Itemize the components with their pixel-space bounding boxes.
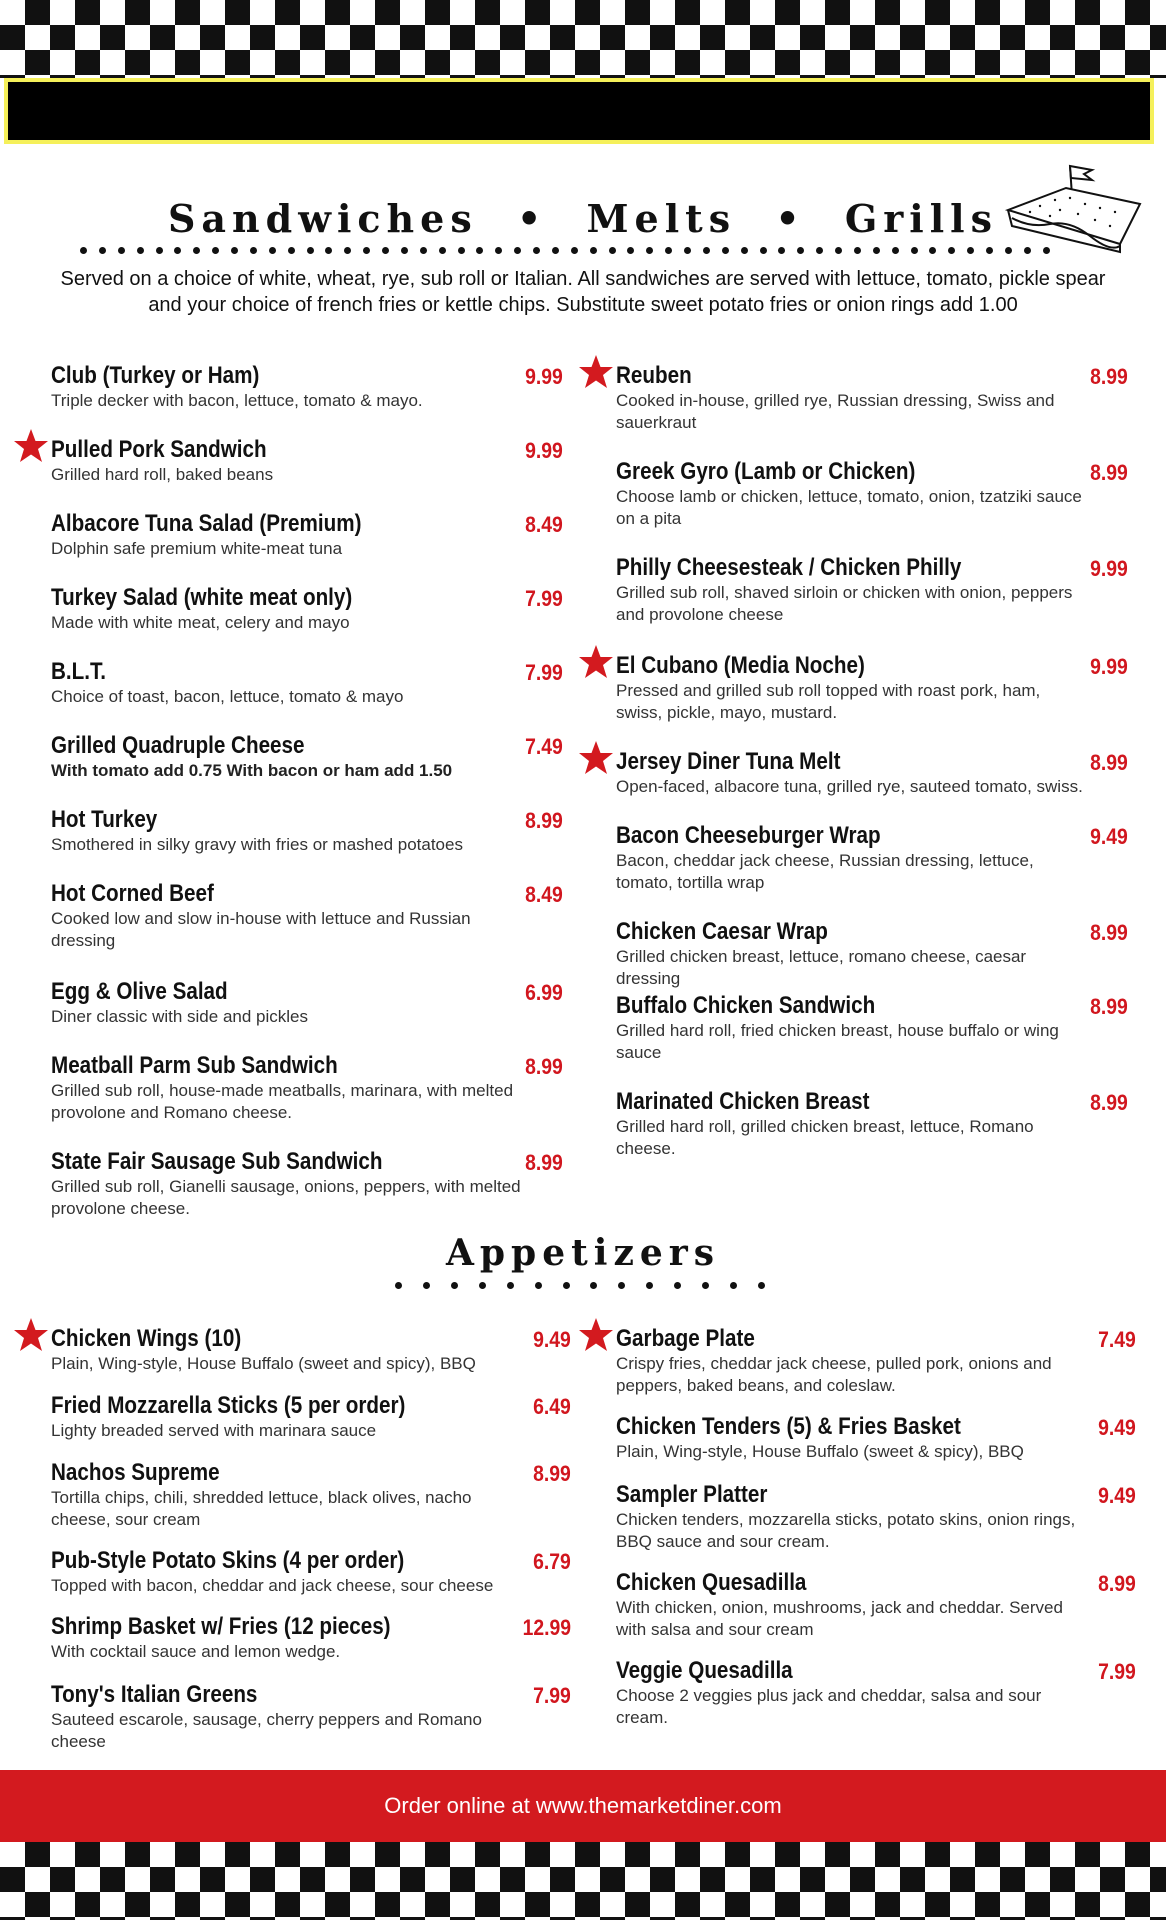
divider-dot <box>451 1282 458 1289</box>
menu-item <box>51 510 563 560</box>
divider-dot <box>835 247 842 254</box>
divider-dot <box>609 247 616 254</box>
menu-item-name: Meatball Parm Sub Sandwich <box>51 1052 338 1079</box>
menu-item-price: 6.49 <box>533 1394 571 1419</box>
menu-item-price: 9.49 <box>1098 1483 1136 1508</box>
divider-dot <box>250 247 257 254</box>
menu-item-description: Plain, Wing-style, House Buffalo (sweet & spicy), BBQ <box>616 1442 1024 1461</box>
menu-item <box>51 1613 571 1663</box>
menu-item <box>51 1681 571 1753</box>
menu-item-description: Grilled hard roll, grilled chicken breast, lettuce, Romano cheese. <box>616 1117 1034 1158</box>
menu-item <box>616 1569 1136 1641</box>
menu-item-price: 6.99 <box>525 980 563 1005</box>
menu-item-price: 8.99 <box>1098 1571 1136 1596</box>
featured-star-icon <box>13 428 49 464</box>
menu-item-price: 9.49 <box>1090 824 1128 849</box>
menu-item-name: Chicken Quesadilla <box>616 1569 807 1596</box>
menu-item-description: Chicken tenders, mozzarella sticks, potato skins, onion rings, BBQ sauce and sour cream. <box>616 1510 1076 1551</box>
menu-item-description: Grilled sub roll, shaved sirloin or chicken with onion, peppers and provolone cheese <box>616 583 1073 624</box>
featured-star-icon <box>578 354 614 390</box>
featured-star-icon <box>578 644 614 680</box>
menu-item-price: 8.99 <box>1090 920 1128 945</box>
menu-item-description: Cooked in-house, grilled rye, Russian dressing, Swiss and sauerkraut <box>616 391 1055 432</box>
menu-item <box>51 1459 571 1531</box>
menu-item-description: Smothered in silky gravy with fries or mashed potatoes <box>51 835 463 854</box>
menu-item <box>51 978 563 1028</box>
menu-item-price: 8.99 <box>1090 994 1128 1019</box>
menu-item <box>616 362 1128 434</box>
menu-item-price: 6.79 <box>533 1549 571 1574</box>
divider-dot <box>674 1282 681 1289</box>
title-banner <box>4 78 1154 144</box>
menu-item-price: 9.49 <box>533 1327 571 1352</box>
menu-item <box>616 1481 1136 1553</box>
menu-item-name: Garbage Plate <box>616 1325 755 1352</box>
menu-item-description: Open-faced, albacore tuna, grilled rye, sauteed tomato, swiss. <box>616 777 1083 796</box>
menu-item-description: Choose lamb or chicken, lettuce, tomato, onion, tzatziki sauce on a pita <box>616 487 1082 528</box>
divider-dot <box>948 247 955 254</box>
menu-item-price: 12.99 <box>522 1615 571 1640</box>
divider-dot <box>533 247 540 254</box>
divider-dot <box>722 247 729 254</box>
divider-dot <box>231 247 238 254</box>
menu-item <box>51 1325 571 1375</box>
divider-dot <box>986 247 993 254</box>
divider-dot <box>118 247 125 254</box>
divider-dot <box>571 247 578 254</box>
menu-item-name: Marinated Chicken Breast <box>616 1088 870 1115</box>
divider-dot <box>911 247 918 254</box>
divider-dot <box>156 247 163 254</box>
divider-dot <box>363 247 370 254</box>
menu-item <box>616 748 1128 798</box>
menu-item-name: Nachos Supreme <box>51 1459 220 1486</box>
menu-item-description: Sauteed escarole, sausage, cherry peppers and Romano cheese <box>51 1710 482 1751</box>
sandwiches-section-title: Sandwiches • Melts • Grills <box>167 196 999 241</box>
divider-dot <box>476 247 483 254</box>
menu-item <box>616 458 1128 530</box>
divider-dot <box>590 1282 597 1289</box>
divider-dot <box>507 1282 514 1289</box>
menu-item-price: 7.49 <box>1098 1327 1136 1352</box>
divider-dot <box>395 1282 402 1289</box>
divider-dot <box>80 247 87 254</box>
menu-item-price: 8.99 <box>525 1150 563 1175</box>
menu-item-price: 9.49 <box>1098 1415 1136 1440</box>
menu-item <box>51 1148 563 1220</box>
divider-dot <box>590 247 597 254</box>
divider-dot <box>174 247 181 254</box>
divider-dot <box>344 247 351 254</box>
divider-dot <box>458 247 465 254</box>
divider-dot <box>423 1282 430 1289</box>
divider-dot <box>702 1282 709 1289</box>
dotted-divider <box>395 1282 765 1289</box>
divider-dot <box>563 1282 570 1289</box>
menu-item <box>51 362 563 412</box>
menu-item <box>51 732 563 782</box>
menu-item-name: Reuben <box>616 362 692 389</box>
menu-item-description: Choice of toast, bacon, lettuce, tomato & mayo <box>51 687 404 706</box>
menu-item <box>51 806 563 856</box>
menu-item-name: B.L.T. <box>51 658 107 685</box>
menu-item <box>616 1657 1136 1729</box>
menu-item-name: Chicken Tenders (5) & Fries Basket <box>616 1413 961 1440</box>
sandwich-intro-text: Served on a choice of white, wheat, rye, sub roll or Italian. All sandwiches are served with lettuce, tomato, pickle spear and your choice of french fries or kettle chips. Substitute sweet potato fries or onion rings add 1.00 <box>60 268 1106 316</box>
divider-dot <box>816 247 823 254</box>
menu-item-description: Grilled chicken breast, lettuce, romano cheese, caesar dressing <box>616 947 1027 988</box>
menu-item-price: 8.99 <box>1090 460 1128 485</box>
menu-item-description: With tomato add 0.75 With bacon or ham add 1.50 <box>51 761 453 780</box>
menu-item-description: Plain, Wing-style, House Buffalo (sweet and spicy), BBQ <box>51 1354 476 1373</box>
menu-item-price: 7.49 <box>525 734 563 759</box>
menu-item-price: 8.99 <box>1090 750 1128 775</box>
divider-dot <box>535 1282 542 1289</box>
menu-item-price: 8.99 <box>1090 1090 1128 1115</box>
menu-item-description: Grilled sub roll, Gianelli sausage, onions, peppers, with melted provolone cheese. <box>51 1177 521 1218</box>
divider-dot <box>99 247 106 254</box>
menu-item-price: 8.99 <box>533 1461 571 1486</box>
divider-dot <box>778 247 785 254</box>
checkered-border-bottom <box>0 1842 1166 1920</box>
menu-item-price: 7.99 <box>525 660 563 685</box>
menu-item-description: Lighty breaded served with marinara sauce <box>51 1421 377 1440</box>
divider-dot <box>495 247 502 254</box>
divider-dot <box>967 247 974 254</box>
divider-dot <box>552 247 559 254</box>
menu-item-description: Pressed and grilled sub roll topped with roast pork, ham, swiss, pickle, mayo, mustard. <box>616 681 1041 722</box>
menu-item-price: 8.49 <box>525 882 563 907</box>
divider-dot <box>269 247 276 254</box>
menu-item-price: 9.99 <box>525 364 563 389</box>
menu-item-name: Turkey Salad (white meat only) <box>51 584 353 611</box>
featured-star-icon <box>578 1317 614 1353</box>
featured-star-icon <box>578 740 614 776</box>
divider-dot <box>382 247 389 254</box>
divider-dot <box>618 1282 625 1289</box>
divider-dot <box>401 247 408 254</box>
divider-dot <box>479 1282 486 1289</box>
menu-item-name: Albacore Tuna Salad (Premium) <box>51 510 362 537</box>
menu-item <box>616 992 1128 1064</box>
menu-item-price: 7.99 <box>1098 1659 1136 1684</box>
divider-dot <box>892 247 899 254</box>
menu-item-price: 7.99 <box>525 586 563 611</box>
appetizers-section-title: Appetizers <box>445 1232 721 1274</box>
divider-dot <box>797 247 804 254</box>
menu-item-description: Grilled sub roll, house-made meatballs, marinara, with melted provolone and Romano cheese. <box>51 1081 514 1122</box>
divider-dot <box>873 247 880 254</box>
menu-item-description: Diner classic with side and pickles <box>51 1007 308 1026</box>
divider-dot <box>665 247 672 254</box>
divider-dot <box>307 247 314 254</box>
divider-dot <box>760 247 767 254</box>
menu-item-name: Bacon Cheeseburger Wrap <box>616 822 881 849</box>
menu-item-name: Pulled Pork Sandwich <box>51 436 267 463</box>
menu-item-description: With cocktail sauce and lemon wedge. <box>51 1642 341 1661</box>
menu-item-price: 8.99 <box>525 808 563 833</box>
menu-item-price: 9.99 <box>1090 654 1128 679</box>
menu-item-name: Egg & Olive Salad <box>51 978 228 1005</box>
menu-item-description: Crispy fries, cheddar jack cheese, pulled pork, onions and peppers, baked beans, and coleslaw. <box>616 1354 1052 1395</box>
menu-item-description: Choose 2 veggies plus jack and cheddar, salsa and sour cream. <box>616 1686 1042 1727</box>
checkered-border-top <box>0 0 1166 78</box>
menu-item <box>51 436 563 486</box>
menu-item-name: Hot Turkey <box>51 806 158 833</box>
menu-item <box>616 554 1128 626</box>
menu-item-name: Buffalo Chicken Sandwich <box>616 992 876 1019</box>
order-online-link[interactable]: Order online at www.themarketdiner.com <box>384 1793 782 1818</box>
menu-item-price: 8.49 <box>525 512 563 537</box>
divider-dot <box>420 247 427 254</box>
menu-item-name: Hot Corned Beef <box>51 880 214 907</box>
menu-item <box>616 1413 1136 1463</box>
divider-dot <box>646 247 653 254</box>
menu-item-price: 7.99 <box>533 1683 571 1708</box>
divider-dot <box>730 1282 737 1289</box>
menu-item-price: 8.99 <box>1090 364 1128 389</box>
menu-item <box>51 880 563 952</box>
menu-item <box>51 584 563 634</box>
divider-dot <box>703 247 710 254</box>
menu-item-name: Philly Cheesesteak / Chicken Philly <box>616 554 962 581</box>
divider-dot <box>439 247 446 254</box>
menu-item-description: Dolphin safe premium white-meat tuna <box>51 539 343 558</box>
menu-item-name: Tony's Italian Greens <box>51 1681 258 1708</box>
divider-dot <box>137 247 144 254</box>
divider-dot <box>514 247 521 254</box>
menu-item-price: 8.99 <box>525 1054 563 1079</box>
menu-item <box>616 918 1128 990</box>
menu-item-description: Topped with bacon, cheddar and jack cheese, sour cheese <box>51 1576 494 1595</box>
menu-item-description: Bacon, cheddar jack cheese, Russian dressing, lettuce, tomato, tortilla wrap <box>616 851 1034 892</box>
menu-item <box>51 1547 571 1597</box>
menu-item <box>616 652 1128 724</box>
menu-item-name: Veggie Quesadilla <box>616 1657 793 1684</box>
divider-dot <box>193 247 200 254</box>
divider-dot <box>741 247 748 254</box>
divider-dot <box>646 1282 653 1289</box>
divider-dot <box>627 247 634 254</box>
menu-item-name: Club (Turkey or Ham) <box>51 362 260 389</box>
divider-dot <box>212 247 219 254</box>
divider-dot <box>929 247 936 254</box>
menu-item-name: Grilled Quadruple Cheese <box>51 732 305 759</box>
menu-item-description: Grilled hard roll, fried chicken breast, house buffalo or wing sauce <box>616 1021 1059 1062</box>
menu-item-description: Tortilla chips, chili, shredded lettuce, black olives, nacho cheese, sour cream <box>51 1488 472 1529</box>
menu-item-description: With chicken, onion, mushrooms, jack and cheddar. Served with salsa and sour cream <box>616 1598 1063 1639</box>
menu-item-name: Chicken Wings (10) <box>51 1325 242 1352</box>
divider-dot <box>288 247 295 254</box>
menu-item-name: Jersey Diner Tuna Melt <box>616 748 841 775</box>
menu-item-name: Pub-Style Potato Skins (4 per order) <box>51 1547 405 1574</box>
menu-item-name: Greek Gyro (Lamb or Chicken) <box>616 458 916 485</box>
menu-item-description: Grilled hard roll, baked beans <box>51 465 274 484</box>
divider-dot <box>684 247 691 254</box>
menu-item <box>51 658 563 708</box>
menu-item <box>616 1325 1136 1397</box>
menu-item <box>616 822 1128 894</box>
menu-item-description: Triple decker with bacon, lettuce, tomato & mayo. <box>51 391 423 410</box>
menu-item-name: Chicken Caesar Wrap <box>616 918 828 945</box>
menu-item <box>51 1392 571 1442</box>
menu-item-description: Cooked low and slow in-house with lettuce and Russian dressing <box>51 909 471 950</box>
divider-dot <box>325 247 332 254</box>
divider-dot <box>854 247 861 254</box>
menu-item-name: Sampler Platter <box>616 1481 768 1508</box>
footer-banner <box>0 1770 1166 1842</box>
menu-item-name: State Fair Sausage Sub Sandwich <box>51 1148 383 1175</box>
dotted-divider <box>80 247 1050 254</box>
menu-item-name: Shrimp Basket w/ Fries (12 pieces) <box>51 1613 391 1640</box>
sandwich-icon <box>1000 148 1150 260</box>
divider-dot <box>758 1282 765 1289</box>
menu-item <box>51 1052 563 1124</box>
menu-item <box>616 1088 1128 1160</box>
featured-star-icon <box>13 1317 49 1353</box>
menu-item-description: Made with white meat, celery and mayo <box>51 613 350 632</box>
menu-item-name: El Cubano (Media Noche) <box>616 652 865 679</box>
menu-item-name: Fried Mozzarella Sticks (5 per order) <box>51 1392 406 1419</box>
menu-item-price: 9.99 <box>1090 556 1128 581</box>
menu-item-price: 9.99 <box>525 438 563 463</box>
